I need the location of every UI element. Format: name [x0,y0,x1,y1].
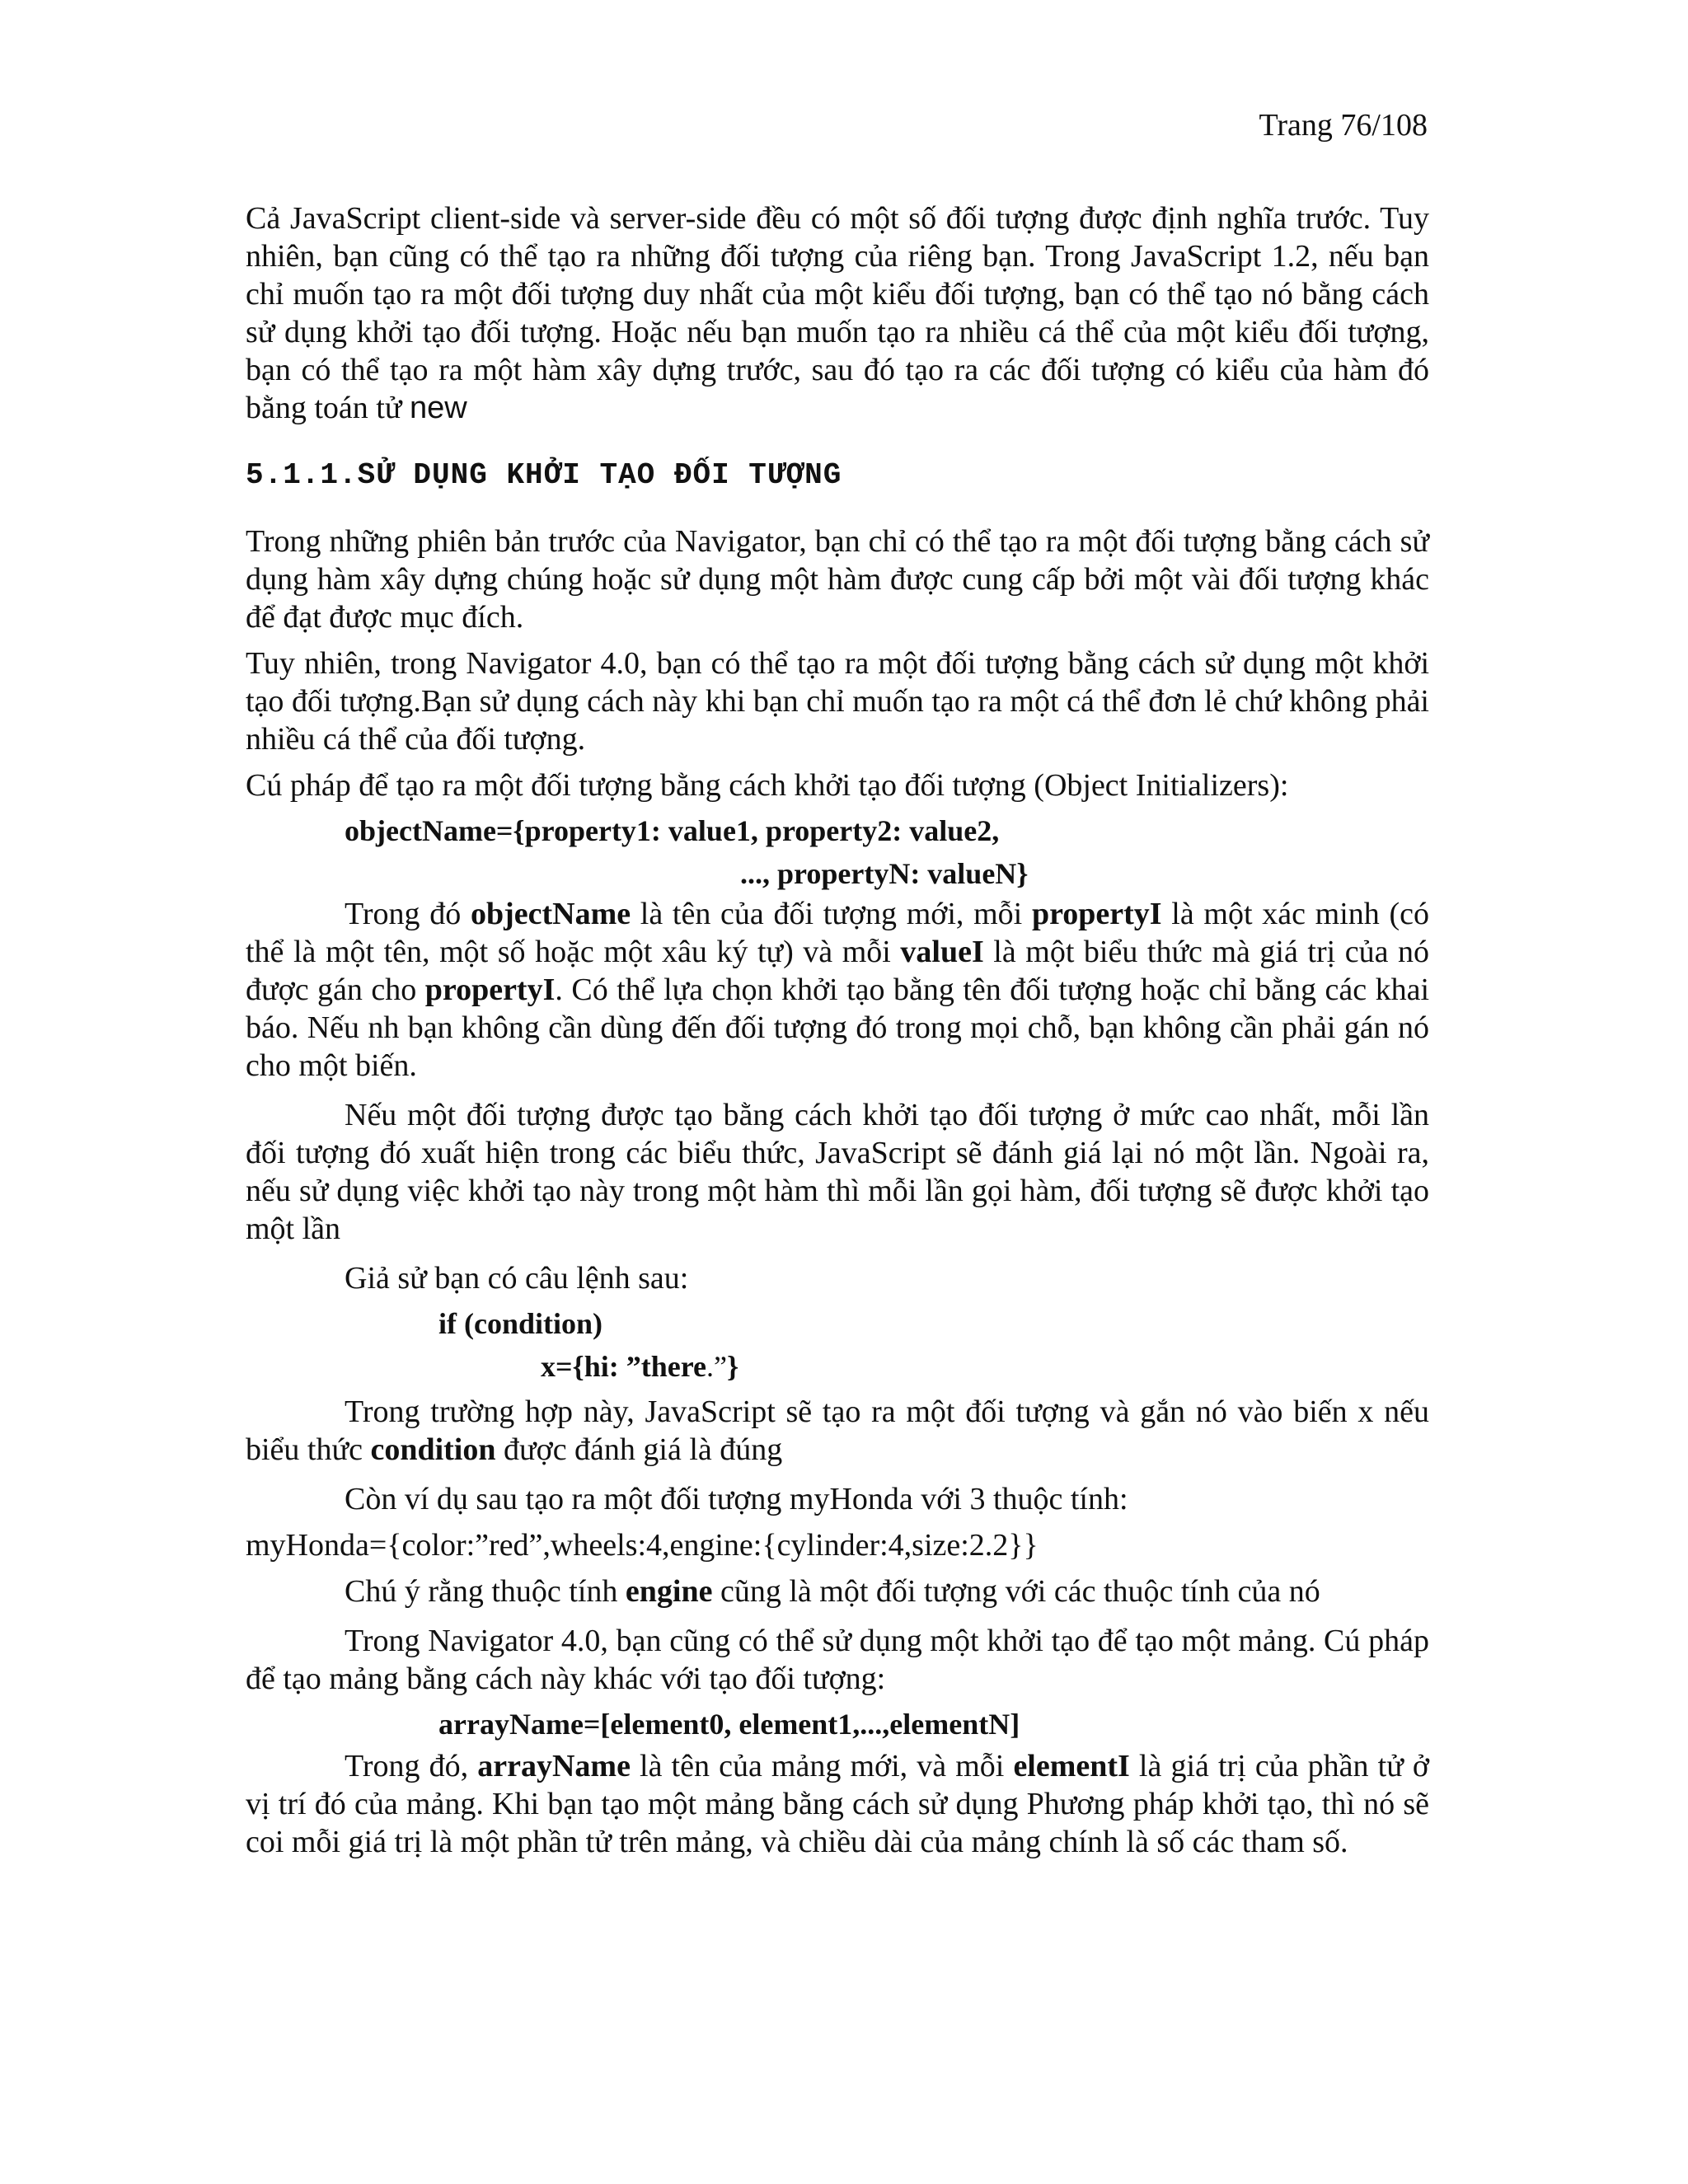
p4-bold-valuei: valueI [900,935,984,969]
p4-bold-propertyi-2: propertyI [424,972,556,1007]
code-if-line-1: if (condition) [438,1307,603,1340]
paragraph-7 [246,1393,1429,1469]
p11-text-2: là tên của mảng mới, và mỗi [630,1749,1014,1783]
p11-text-3: là giá trị của phần tử ở vị trí đó của mảng. Khi bạn tạo một mảng bằng cách sử dụng Phương pháp khởi tạo, thì nó sẽ coi mỗi giá trị là một phần tử trên mảng, và chiều dài của mảng chính là số các tham số. [246,1749,1429,1859]
p11-bold-elementi: elementI [1013,1749,1130,1783]
paragraph-5: Nếu một đối tượng được tạo bằng cách khởi tạo đối tượng ở mức cao nhất, mỗi lần đối tượng đó xuất hiện trong các biểu thức, JavaScript sẽ đánh giá lại nó một lần. Ngoài ra, nếu sử dụng việc khởi tạo này trong một hàm thì mỗi lần gọi hàm, đối tượng sẽ được khởi tạo một lần [246,1098,1429,1246]
paragraph-8: Còn ví dụ sau tạo ra một đối tượng myHonda với 3 thuộc tính: [345,1482,1128,1516]
p9-bold-engine: engine [625,1574,713,1609]
p11-bold-arrayname: arrayName [477,1749,631,1783]
code-if-end: } [727,1350,739,1383]
p11-text-1: Trong đó, [345,1749,478,1783]
p4-text-3: là một xác minh (có thể là một tên, một số hoặc một xâu ký tự) và mỗi [246,897,1430,969]
p9-text-2: cũng là một đối tượng với các thuộc tính của nó [712,1574,1320,1609]
paragraph-3: Cú pháp để tạo ra một đối tượng bằng cách khởi tạo đối tượng (Object Initializers): [246,768,1289,803]
paragraph-11 [246,1747,1429,1861]
syntax-object-line-2: ..., propertyN: valueN} [740,857,1029,890]
code-if-bold: x={hi: ”there [541,1350,707,1383]
p4-bold-propertyi: propertyI [1031,897,1162,931]
paragraph-1: Trong những phiên bản trước của Navigator, bạn chỉ có thể tạo ra một đối tượng bằng cách sử dụng hàm xây dựng chúng hoặc sử dụng một hàm được cung cấp bởi một vài đối tượng khác để đạt được mục đích. [246,524,1429,635]
p4-text-1: Trong đó [345,897,471,931]
paragraph-6: Giả sử bạn có câu lệnh sau: [345,1261,689,1296]
p7-bold-condition: condition [370,1432,496,1467]
code-if-normal: .” [706,1350,727,1383]
p9-text-1: Chú ý rằng thuộc tính [345,1574,626,1609]
paragraph-9 [246,1572,1429,1610]
p7-text-1: Trong trường hợp này, JavaScript sẽ tạo ra một đối tượng và gắn nó vào biến x nếu biểu thức [246,1394,1429,1467]
paragraph-10: Trong Navigator 4.0, bạn cũng có thể sử dụng một khởi tạo để tạo một mảng. Cú pháp để tạo mảng bằng cách này khác với tạo đối tượng: [246,1624,1429,1696]
intro-text: Cả JavaScript client-side và server-side đều có một số đối tượng được định nghĩa trước. Tuy nhiên, bạn cũng có thể tạo ra những đối tượng của riêng bạn. Trong JavaScript 1.2, nếu bạn chỉ muốn tạo ra một đối tượng duy nhất của một kiểu đối tượng, bạn có thể tạo nó bằng cách sử dụng khởi tạo đối tượng. Hoặc nếu bạn muốn tạo ra nhiều cá thể của một kiểu đối tượng, bạn có thể tạo ra một hàm xây dựng trước, sau đó tạo ra các đối tượng có kiểu của hàm đó bằng toán tử [246,201,1429,425]
p4-text-4: là một biểu thức mà giá trị của nó được gán cho [246,935,1429,1007]
syntax-array: arrayName=[element0, element1,...,elementN] [438,1708,1020,1741]
document-body [246,199,1429,1861]
p4-text-5: . Có thể lựa chọn khởi tạo bằng tên đối tượng hoặc chỉ bằng các khai báo. Nếu nh bạn không cần dùng đến đối tượng đó trong mọi chỗ, bạn không cần phải gán nó cho một biến. [246,972,1429,1083]
paragraph-4 [246,895,1429,1085]
paragraph-2: Tuy nhiên, trong Navigator 4.0, bạn có thể tạo ra một đối tượng bằng cách sử dụng một khởi tạo đối tượng.Bạn sử dụng cách này khi bạn chỉ muốn tạo ra một cá thể đơn lẻ chứ không phải nhiều cá thể của đối tượng. [246,646,1429,757]
section-heading: 5.1.1.SỬ DỤNG KHỞI TẠO ĐỐI TƯỢNG [246,458,842,492]
code-if-line-2 [246,1345,1429,1388]
intro-paragraph [246,199,1429,427]
syntax-object-line-1: objectName={property1: value1, property2: value2, [345,814,1000,847]
new-keyword: new [409,391,467,425]
p7-text-2: được đánh giá là đúng [495,1432,783,1467]
p4-bold-objectname: objectName [470,897,631,931]
page-number: Trang 76/108 [1259,108,1428,143]
p4-text-2: là tên của đối tượng mới, mỗi [631,897,1032,931]
code-myhonda: myHonda={color:”red”,wheels:4,engine:{cylinder:4,size:2.2}} [246,1528,1039,1563]
